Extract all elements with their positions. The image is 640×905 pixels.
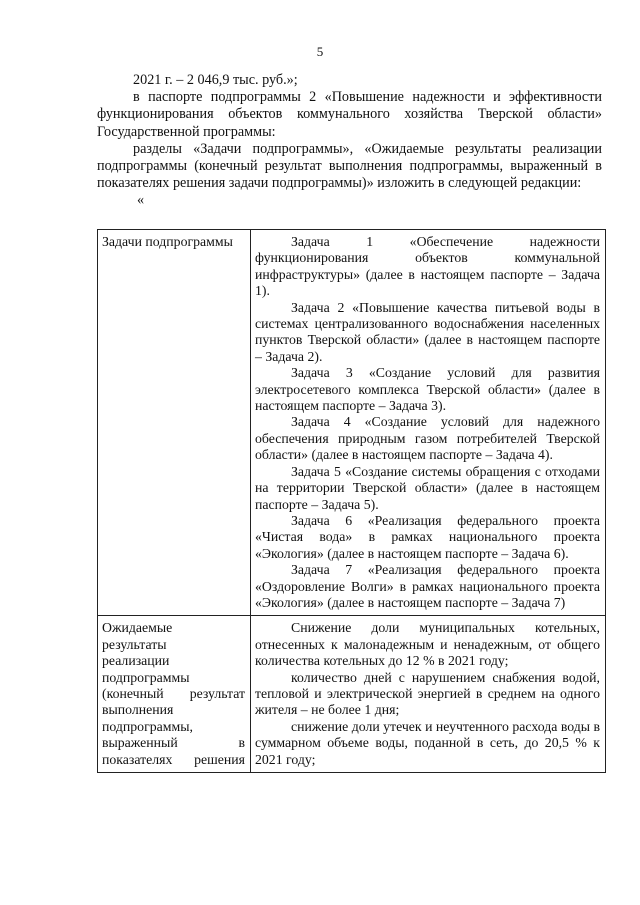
results-label-cell — [98, 616, 251, 773]
task-item: Задача 4 «Создание условий для надежного обеспечения природным газом потребителей Тверской области» (далее в настоящем паспорте – Задача 4). — [255, 414, 600, 463]
task-item: Задача 5 «Создание системы обращения с отходами на территории Тверской области» (далее в настоящем паспорте – Задача 5). — [255, 463, 600, 512]
tasks-content-cell — [251, 230, 606, 616]
results-label-line: подпрограммы, — [102, 718, 193, 734]
results-label-line: подпрограммы — [102, 669, 190, 685]
results-label-line: (конечный результат — [102, 685, 245, 701]
results-label-line: Ожидаемые — [102, 620, 173, 636]
result-item: Снижение доли муниципальных котельных, отнесенных к малонадежным и ненадежным, от общего количества котельных до 12 % в 2021 году; — [255, 620, 600, 669]
page-number: 5 — [316, 44, 324, 59]
paragraph-funding-2021: 2021 г. – 2 046,9 тыс. руб.»; — [133, 72, 298, 88]
task-item: Задача 6 «Реализация федерального проекта «Чистая вода» в рамках национального проекта «Экология» (далее в настоящем паспорте – Задача 6). — [255, 512, 600, 561]
result-item: количество дней с нарушением снабжения водой, тепловой и электрической энергией в среднем на одного жителя – не более 1 дня; — [255, 669, 600, 718]
table-row-tasks — [98, 230, 606, 616]
results-label-line: выполнения — [102, 702, 174, 718]
document-body — [97, 72, 602, 210]
results-label-line: выраженный в — [102, 735, 245, 751]
passport-table — [97, 229, 606, 773]
result-item: снижение доли утечек и неучтенного расхода воды в суммарном объеме воды, поданной в сеть, до 20,5 % к 2021 году; — [255, 718, 601, 767]
results-label-line: показателях решения — [102, 751, 245, 767]
task-item: Задача 7 «Реализация федерального проекта «Оздоровление Волги» в рамках национального проекта «Экология» (далее в настоящем паспорте – Задача 7) — [255, 562, 600, 610]
opening-quote: « — [137, 192, 145, 209]
tasks-label-cell: Задачи подпрограммы — [98, 230, 251, 616]
table-row-results — [98, 616, 606, 773]
task-item: Задача 3 «Создание условий для развития электросетевого комплекса Тверской области» (далее в настоящем паспорте – Задача 3). — [255, 365, 600, 414]
results-content-cell — [251, 616, 606, 773]
task-item: Задача 1 «Обеспечение надежности функционирования объектов коммунальной инфраструктуры» (далее в настоящем паспорте – Задача 1). — [255, 234, 600, 299]
results-label-line: реализации — [102, 653, 170, 669]
task-item: Задача 2 «Повышение качества питьевой воды в системах централизованного водоснабжения населенных пунктов Тверской области» (далее в настоящем паспорте – Задача 2). — [255, 299, 600, 364]
paragraph-passport-subprogram-2: в паспорте подпрограммы 2 «Повышение надежности и эффективности функционирования объектов коммунального хозяйства Тверской области» Государственной программы: — [97, 89, 602, 140]
paragraph-sections-edit: разделы «Задачи подпрограммы», «Ожидаемые результаты реализации подпрограммы (конечный результат выполнения подпрограммы, выраженный в показателях решения задачи подпрограммы)» изложить в следующей редакции: — [97, 140, 602, 192]
results-label-line: результаты — [102, 636, 167, 652]
